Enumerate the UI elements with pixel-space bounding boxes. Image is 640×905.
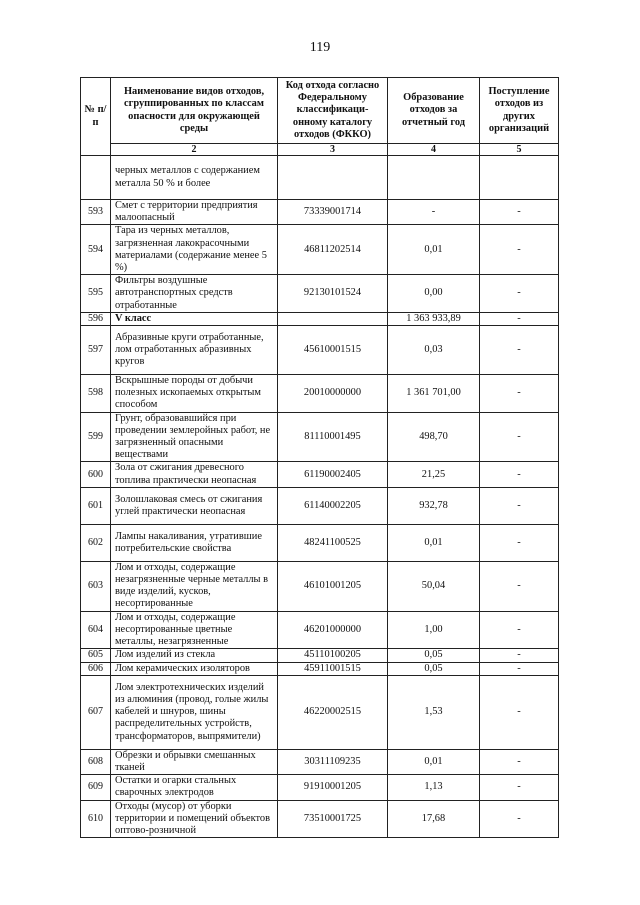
waste-name: Вскрышные породы от добычи полезных ископаемых открытым способом [111,375,278,413]
row-number: 607 [81,675,111,749]
received-amount: - [480,326,559,375]
generated-amount: 498,70 [388,412,480,462]
waste-name: Тара из черных металлов, загрязненная лакокрасочными материалами (содержание менее 5 %) [111,225,278,275]
table-row [81,524,559,561]
table-body [81,156,559,838]
row-number: 593 [81,200,111,225]
received-amount: - [480,749,559,774]
row-number: 610 [81,800,111,838]
waste-table [80,77,559,838]
waste-name: Лом электротехнических изделий из алюминия (провод, голые жилы кабелей и шнуров, шины распределительных устройств, трансформаторов, выпрямители) [111,675,278,749]
table-header-row [81,78,559,144]
received-amount: - [480,275,559,313]
row-number: 600 [81,462,111,487]
waste-name: Лом и отходы, содержащие незагрязненные черные металлы в виде изделий, кусков, несортированные [111,561,278,611]
generated-amount: 0,05 [388,662,480,675]
table-row [81,662,559,675]
generated-amount: 1 361 701,00 [388,375,480,413]
row-number: 602 [81,524,111,561]
row-number: 594 [81,225,111,275]
received-amount: - [480,800,559,838]
fkko-code: 91910001205 [278,775,388,800]
fkko-code: 45911001515 [278,662,388,675]
waste-name: Фильтры воздушные автотранспортных средств отработанные [111,275,278,313]
generated-amount: 1,53 [388,675,480,749]
column-number: 2 [111,144,278,156]
waste-name: Отходы (мусор) от уборки территории и помещений объектов оптово-розничной [111,800,278,838]
generated-amount: 1,13 [388,775,480,800]
received-amount: - [480,200,559,225]
received-amount: - [480,524,559,561]
row-number: 601 [81,487,111,524]
column-number: 4 [388,144,480,156]
table-row [81,200,559,225]
row-number: 596 [81,312,111,325]
fkko-code: 48241100525 [278,524,388,561]
generated-amount: 0,01 [388,749,480,774]
header-generated: Образование отходов за отчетный год [388,78,480,144]
generated-amount [388,156,480,200]
header-fkko-code: Код отхода согласно Федеральному классификаци-онному каталогу отходов (ФККО) [278,78,388,144]
fkko-code: 73510001725 [278,800,388,838]
waste-name: Абразивные круги отработанные, лом отработанных абразивных кругов [111,326,278,375]
received-amount: - [480,487,559,524]
column-number: 3 [278,144,388,156]
header-number: № п/п [81,78,111,156]
received-amount: - [480,412,559,462]
fkko-code [278,312,388,325]
table-row [81,749,559,774]
column-number: 5 [480,144,559,156]
table-row [81,225,559,275]
table-row [81,462,559,487]
table-row [81,312,559,325]
received-amount: - [480,312,559,325]
table-row [81,800,559,838]
waste-name: Зола от сжигания древесного топлива практически неопасная [111,462,278,487]
fkko-code [278,156,388,200]
waste-name: Лом и отходы, содержащие несортированные цветные металлы, незагрязненные [111,611,278,649]
waste-name: Грунт, образовавшийся при проведении землеройных работ, не загрязненный опасными веществами [111,412,278,462]
header-received: Поступление отходов из других организаций [480,78,559,144]
table-row [81,326,559,375]
table-row [81,275,559,313]
received-amount: - [480,775,559,800]
generated-amount: 0,03 [388,326,480,375]
fkko-code: 46220002515 [278,675,388,749]
fkko-code: 46811202514 [278,225,388,275]
received-amount [480,156,559,200]
generated-amount: 0,00 [388,275,480,313]
fkko-code: 45610001515 [278,326,388,375]
received-amount: - [480,675,559,749]
received-amount: - [480,375,559,413]
waste-name: Смет с территории предприятия малоопасный [111,200,278,225]
generated-amount: 932,78 [388,487,480,524]
generated-amount: 0,01 [388,225,480,275]
table-row [81,156,559,200]
row-number: 597 [81,326,111,375]
waste-name: черных металлов с содержанием металла 50 % и более [111,156,278,200]
table-row [81,611,559,649]
received-amount: - [480,611,559,649]
table-row [81,375,559,413]
fkko-code: 46101001205 [278,561,388,611]
table-row [81,412,559,462]
received-amount: - [480,561,559,611]
table-row [81,649,559,662]
row-number: 605 [81,649,111,662]
row-number: 608 [81,749,111,774]
row-number [81,156,111,200]
generated-amount: 1,00 [388,611,480,649]
table-row [81,561,559,611]
row-number: 609 [81,775,111,800]
generated-amount: 17,68 [388,800,480,838]
row-number: 599 [81,412,111,462]
waste-name: Лампы накаливания, утратившие потребительские свойства [111,524,278,561]
fkko-code: 61190002405 [278,462,388,487]
received-amount: - [480,649,559,662]
generated-amount: 21,25 [388,462,480,487]
column-numbers-row [81,144,559,156]
generated-amount: 50,04 [388,561,480,611]
row-number: 595 [81,275,111,313]
generated-amount: 0,05 [388,649,480,662]
table-row [81,675,559,749]
generated-amount: 1 363 933,89 [388,312,480,325]
fkko-code: 61140002205 [278,487,388,524]
fkko-code: 92130101524 [278,275,388,313]
fkko-code: 45110100205 [278,649,388,662]
received-amount: - [480,462,559,487]
waste-name: Золошлаковая смесь от сжигания углей практически неопасная [111,487,278,524]
row-number: 598 [81,375,111,413]
fkko-code: 73339001714 [278,200,388,225]
generated-amount: - [388,200,480,225]
waste-name: Остатки и огарки стальных сварочных электродов [111,775,278,800]
waste-name: Лом изделий из стекла [111,649,278,662]
fkko-code: 46201000000 [278,611,388,649]
waste-name: Обрезки и обрывки смешанных тканей [111,749,278,774]
waste-name: Лом керамических изоляторов [111,662,278,675]
header-waste-name: Наименование видов отходов, сгруппированных по классам опасности для окружающей среды [111,78,278,144]
fkko-code: 81110001495 [278,412,388,462]
generated-amount: 0,01 [388,524,480,561]
row-number: 606 [81,662,111,675]
row-number: 603 [81,561,111,611]
page-number: 119 [309,40,331,55]
received-amount: - [480,662,559,675]
received-amount: - [480,225,559,275]
fkko-code: 30311109235 [278,749,388,774]
table-row [81,487,559,524]
waste-name: V класс [111,312,278,325]
table-row [81,775,559,800]
row-number: 604 [81,611,111,649]
fkko-code: 20010000000 [278,375,388,413]
